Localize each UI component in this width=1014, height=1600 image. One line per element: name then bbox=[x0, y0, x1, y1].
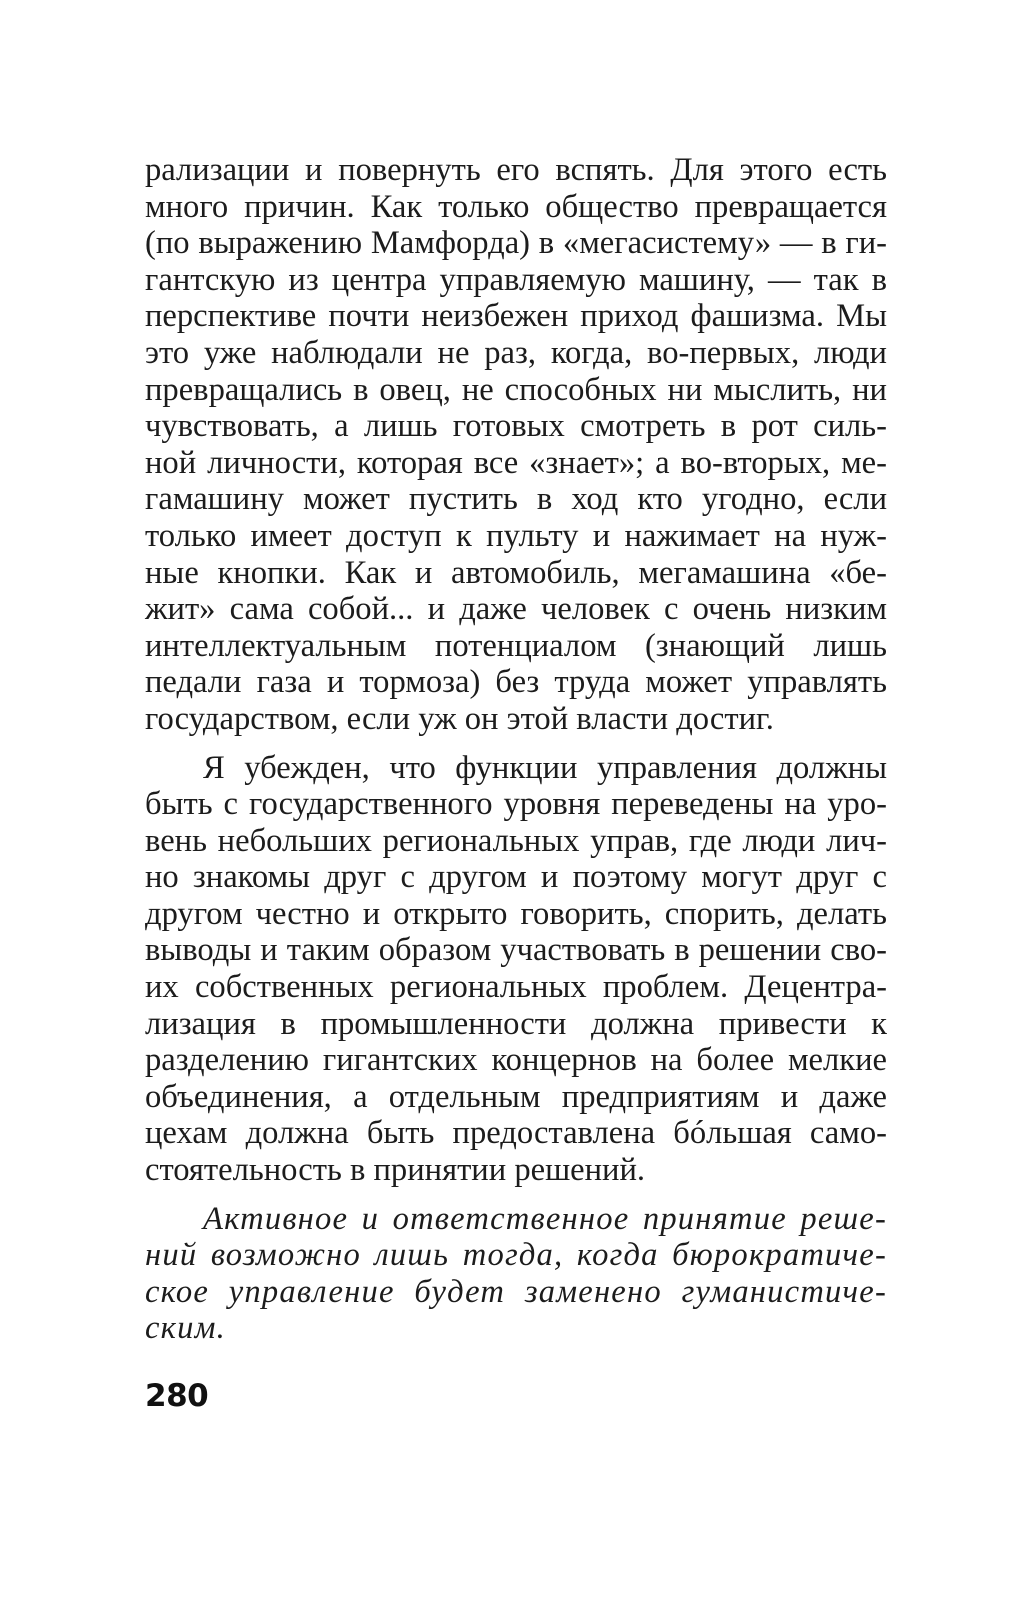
text-line: выводы и таким образом участвовать в решении сво- bbox=[145, 932, 887, 969]
text-line: только имеет доступ к пульту и нажимает на нуж- bbox=[145, 517, 887, 554]
text-line: много причин. Как только общество превращается bbox=[145, 188, 887, 225]
text-line: интеллектуальным потенциалом (знающий лишь bbox=[145, 627, 887, 664]
text-line: жит» сама собой... и даже человек с очень низким bbox=[145, 591, 887, 628]
text-line: рализации и повернуть его вспять. Для этого есть bbox=[145, 152, 887, 188]
body-text bbox=[145, 152, 887, 1347]
text-line: цехам должна быть предоставлена бóльшая само- bbox=[145, 1115, 887, 1152]
text-line: объединения, а отдельным предприятиям и даже bbox=[145, 1078, 887, 1115]
text-line: ные кнопки. Как и автомобиль, мегамашина «бе- bbox=[145, 554, 887, 591]
text-line: гантскую из центра управляемую машину, — так в bbox=[145, 261, 887, 298]
text-line: государством, если уж он этой власти достиг. bbox=[145, 700, 774, 737]
text-line: их собственных региональных проблем. Децентра- bbox=[145, 969, 887, 1006]
page-number: 280 bbox=[145, 1378, 209, 1414]
text-line: перспективе почти неизбежен приход фашизма. Мы bbox=[145, 298, 887, 335]
text-line: ной личности, которая все «знает»; а во-вторых, ме- bbox=[145, 444, 887, 481]
text-line: превращались в овец, не способных ни мыслить, ни bbox=[145, 371, 887, 408]
text-line: разделению гигантских концернов на более мелкие bbox=[145, 1042, 887, 1079]
text-line: Активное и ответственное принятие реше- bbox=[203, 1200, 887, 1237]
text-line: ское управление будет заменено гуманистиче- bbox=[145, 1273, 887, 1310]
text-line: Я убежден, что функции управления должны bbox=[203, 749, 887, 786]
text-line: (по выражению Мамфорда) в «мегасистему» — в ги- bbox=[145, 225, 887, 262]
text-line: ским. bbox=[145, 1310, 226, 1347]
text-line: стоятельность в принятии решений. bbox=[145, 1152, 646, 1189]
paragraph bbox=[145, 152, 887, 738]
text-line: ний возможно лишь тогда, когда бюрократиче- bbox=[145, 1237, 887, 1274]
paragraph bbox=[145, 1201, 887, 1347]
text-line: чувствовать, а лишь готовых смотреть в рот силь- bbox=[145, 408, 887, 445]
text-line: но знакомы друг с другом и поэтому могут друг с bbox=[145, 859, 887, 896]
paragraph bbox=[145, 750, 887, 1189]
paragraph-gap bbox=[145, 1189, 887, 1201]
text-line: быть с государственного уровня переведены на уро- bbox=[145, 786, 887, 823]
text-line: гамашину может пустить в ход кто угодно, если bbox=[145, 481, 887, 518]
paragraph-gap bbox=[145, 738, 887, 750]
text-line: лизация в промышленности должна привести к bbox=[145, 1005, 887, 1042]
text-line: это уже наблюдали не раз, когда, во-первых, люди bbox=[145, 334, 887, 371]
text-line: вень небольших региональных управ, где люди лич- bbox=[145, 822, 887, 859]
text-line: другом честно и открыто говорить, спорить, делать bbox=[145, 895, 887, 932]
text-line: педали газа и тормоза) без труда может управлять bbox=[145, 664, 887, 701]
